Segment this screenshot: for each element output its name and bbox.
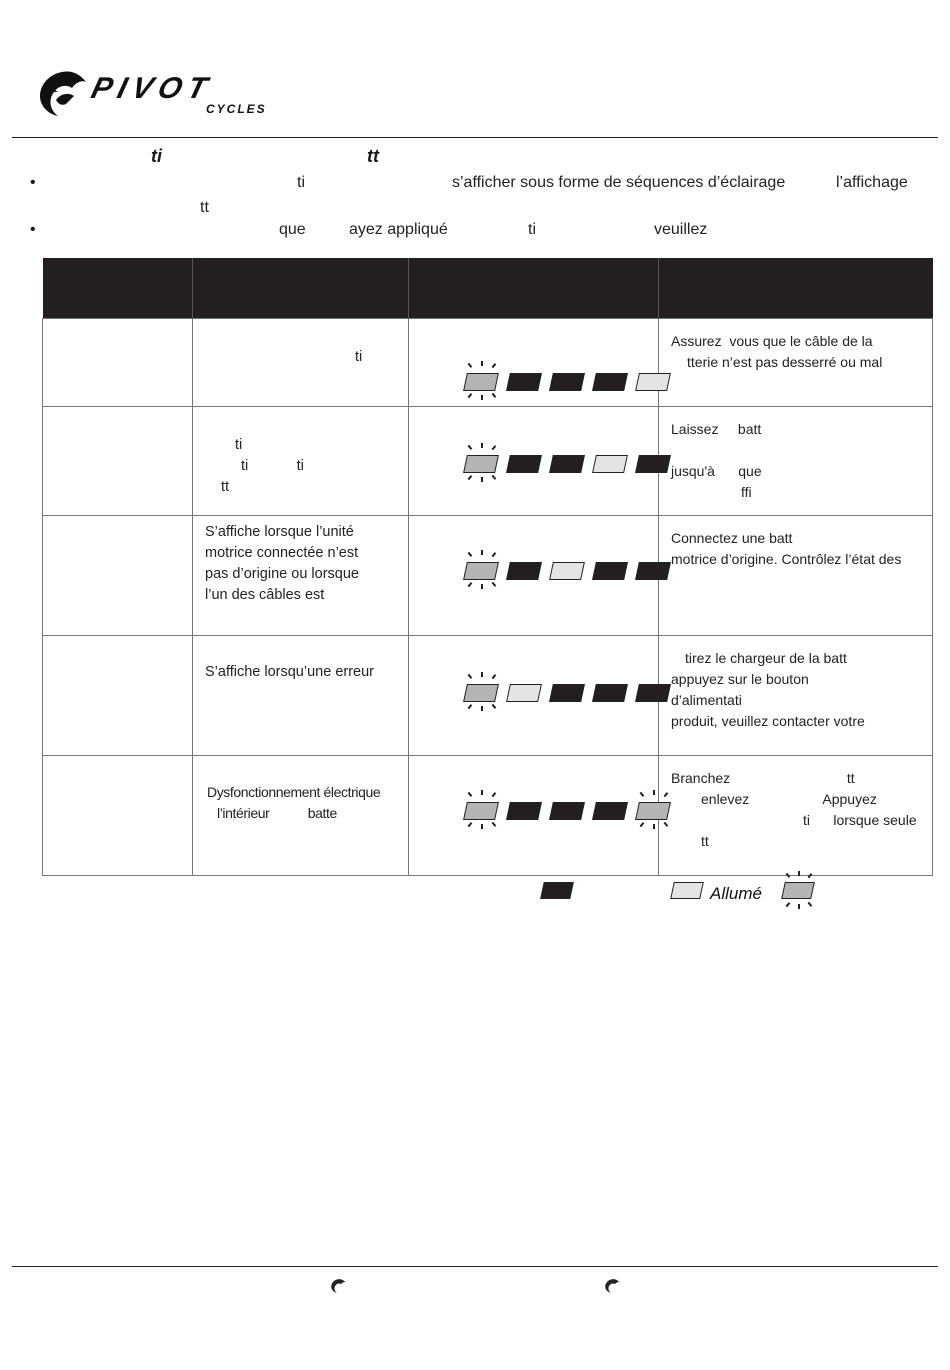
remedy-text: ti lorsque seule [803,812,917,828]
remedy-text: enlevez Appuyez [701,791,877,807]
blink-rays-icon [457,443,507,493]
blink-rays-icon [457,550,507,600]
logo-subtext: CYCLES [206,102,267,116]
blink-rays-icon [457,672,507,722]
led-segment-off [549,455,585,473]
code-cell [43,516,193,636]
heading-fragment: ti [151,146,162,166]
bullet-text: tt [200,199,209,216]
blink-rays-icon [457,361,507,411]
remedy-cell [659,756,933,876]
table-header-cell [659,258,933,319]
pivot-cycles-logo [36,70,306,118]
led-pattern-cell [409,516,659,636]
table-row [43,407,933,516]
table-header-row [43,258,933,319]
table-row [43,319,933,407]
remedy-text: Assurez vous que le câble de la [671,333,873,349]
led-segment-off [549,373,585,391]
header-divider [12,137,938,138]
bullet-text: que [279,221,306,238]
code-cell [43,756,193,876]
led-segment-off [506,562,542,580]
table-header-cell [193,258,409,319]
heading-fragment: tt [367,146,379,166]
led-segment-on [549,562,585,580]
led-segment-on [592,455,628,473]
remedy-text: motrice d’origine. Contrôlez l’état des [671,551,902,567]
table-header-cell [43,258,193,319]
remedy-cell [659,319,933,407]
led-pattern-cell [409,319,659,407]
symptom-text: l’intérieur batte [217,805,337,821]
bullet-text: veuillez [654,221,708,238]
pivot-bird-icon [604,1278,620,1294]
symptom-text: S’affiche lorsqu’une erreur [205,664,374,680]
symptom-cell [193,636,409,756]
remedy-text [671,440,920,461]
remedy-text: Branchez tt [671,770,855,786]
led-pattern-cell [409,407,659,516]
legend-blink-led [774,870,824,912]
led-pattern-cell [409,756,659,876]
symptom-text: ti [355,349,363,365]
bullet-text: ti [528,221,536,238]
legend-off-led [540,882,574,899]
table-row [43,756,933,876]
legend-on-label: Allumé [710,884,762,903]
remedy-text: jusqu'à que [671,463,762,479]
remedy-text: produit, veuillez contacter votre [671,713,865,729]
bullet-text: s’afficher sous forme de séquences d’éclairage [452,174,786,191]
logo-wordmark: PIVOT [88,72,217,105]
footer-divider [12,1266,938,1267]
remedy-text: tirez le chargeur de la batt [685,650,847,666]
error-code-table [42,258,933,876]
pivot-bird-icon [330,1278,346,1294]
led-segment-off [592,802,628,820]
remedy-text: ffi [741,484,752,500]
remedy-cell [659,636,933,756]
symptom-text: ti [235,437,243,453]
table-row [43,516,933,636]
symptom-text: l’un des câbles est [205,587,325,603]
bullet-marker: • [30,221,36,238]
remedy-text: tt [701,833,709,849]
bullet-text: ayez appliqué [349,221,448,238]
blink-rays-icon [774,870,824,920]
remedy-cell [659,516,933,636]
pivot-bird-icon [36,70,88,118]
table-row [43,636,933,756]
remedy-cell [659,407,933,516]
code-cell [43,319,193,407]
blink-rays-icon [457,790,507,840]
code-cell [43,636,193,756]
remedy-text: appuyez sur le bouton [671,671,809,687]
led-segment-off [506,455,542,473]
symptom-cell [193,407,409,516]
symptom-cell [193,516,409,636]
table-header-cell [409,258,659,319]
led-segment-off [592,562,628,580]
symptom-text: tt [221,479,230,495]
remedy-text: Laissez batt [671,421,762,437]
led-segment-off [592,684,628,702]
symptom-text: ti ti [241,458,304,474]
symptom-text: S’affiche lorsque l’unité [205,524,354,540]
symptom-text: pas d’origine ou lorsque [205,566,359,582]
led-segment-off [549,684,585,702]
code-cell [43,407,193,516]
remedy-text: Connectez une batt [671,530,793,546]
legend-on-led [670,882,704,899]
symptom-cell [193,756,409,876]
remedy-text: tterie n’est pas desserré ou mal [687,354,883,370]
bullet-marker: • [30,174,36,191]
led-segment-off [506,373,542,391]
symptom-cell [193,319,409,407]
symptom-text: Dysfonctionnement électrique [207,784,381,800]
led-segment-on [506,684,542,702]
led-segment-off [592,373,628,391]
bullet-text: ti [297,174,305,191]
remedy-text: d’alimentati [671,692,742,708]
led-pattern-cell [409,636,659,756]
led-segment-off [506,802,542,820]
bullet-text: l’affichage [836,174,908,191]
symptom-text: motrice connectée n’est [205,545,359,561]
led-segment-off [549,802,585,820]
